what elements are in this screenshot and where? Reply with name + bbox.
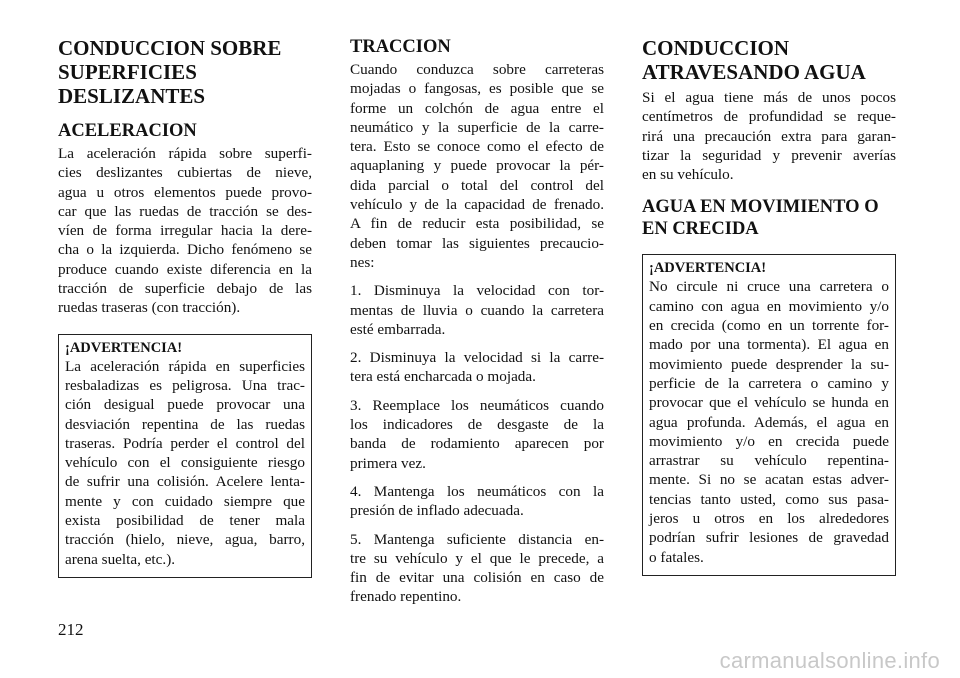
- warning-line: de sufrir una colisión. Acelere lenta-: [65, 473, 305, 491]
- text-line: rirá una precaución extra para garan-: [642, 127, 896, 145]
- text-line: Cuando conduzca sobre carreteras: [350, 61, 604, 78]
- text-line: tizar la seguridad y prevenir averías: [642, 146, 896, 164]
- warning-box-flowing-water: [642, 254, 896, 575]
- warning-box-acceleration: [58, 334, 312, 578]
- text-line: dida parcial o total del control del: [350, 176, 604, 194]
- text-line: 3. Reemplace los neumáticos cuando: [350, 396, 604, 414]
- subheading-line: AGUA EN MOVIMIENTO O: [642, 197, 879, 218]
- warning-line: desviación repentina de las ruedas: [65, 415, 305, 433]
- warning-line: resbaladizas es peligrosa. Una trac-: [65, 376, 305, 394]
- text-line: produce cuando existe diferencia en la: [58, 260, 312, 278]
- list-item: [350, 348, 604, 387]
- text-line: neumático y la superficie de la carre-: [350, 118, 604, 136]
- warning-line: tracción (hielo, nieve, agua, barro,: [65, 531, 305, 549]
- warning-line: mente y con cuidado siempre que: [65, 492, 305, 510]
- text-line: tracción de superficie debajo de las: [58, 280, 312, 298]
- text-line: cies deslizantes cubiertas de nieve,: [58, 164, 312, 182]
- title-line: ATRAVESANDO AGUA: [642, 60, 866, 84]
- warning-line: exista posibilidad de tener mala: [65, 512, 305, 530]
- warning-title: ¡ADVERTENCIA!: [649, 260, 767, 277]
- text-line: esté embarrada.: [350, 320, 446, 338]
- warning-line: ción desigual puede provocar una: [65, 396, 305, 414]
- warning-line: mente. Si no se acatan estas adver-: [649, 471, 889, 489]
- text-line: tera. Esto se conoce como el efecto de: [350, 138, 604, 156]
- text-line: 2. Disminuya la velocidad si la carre-: [350, 349, 604, 367]
- warning-line: o fatales.: [649, 548, 704, 566]
- text-line: aquaplaning y puede provocar la pér-: [350, 157, 604, 175]
- text-line: forme un colchón de agua entre el: [350, 99, 604, 117]
- warning-line: agua profunda. Además, el agua en: [649, 413, 889, 431]
- text-line: banda de rodamiento aparecen por: [350, 435, 604, 453]
- warning-line: tencias tanto usted, como sus pasa-: [649, 490, 889, 508]
- text-line: deben tomar las siguientes precaucio-: [350, 234, 604, 252]
- list-item: [350, 396, 604, 473]
- title-line: SUPERFICIES: [58, 60, 197, 84]
- text-line: agua u otros elementos puede provo-: [58, 183, 312, 201]
- text-line: en su vehículo.: [642, 166, 734, 184]
- warning-line: en crecida (como en un torrente for-: [649, 317, 889, 335]
- warning-line: traseras. Podría perder el control del: [65, 434, 305, 452]
- warning-title: ¡ADVERTENCIA!: [65, 339, 183, 356]
- traction-paragraph: [350, 60, 604, 272]
- text-line: cha o la izquierda. Dicho fenómeno se: [58, 241, 312, 259]
- title-line: DESLIZANTES: [58, 84, 206, 108]
- warning-line: perficie de la carretera o camino y: [649, 374, 889, 392]
- text-line: ruedas traseras (con tracción).: [58, 299, 241, 317]
- warning-line: mado por una tormenta). El agua en: [649, 336, 889, 354]
- text-line: 5. Mantenga suficiente distancia en-: [350, 530, 604, 548]
- warning-line: La aceleración rápida en superficies: [65, 357, 305, 375]
- water-intro-paragraph: [642, 88, 896, 184]
- text-line: fin de evitar una colisión en caso de: [350, 569, 604, 587]
- text-line: Si el agua tiene más de unos pocos: [642, 89, 896, 106]
- text-line: car que las ruedas de tracción se des-: [58, 202, 312, 220]
- text-line: A fin de reducir esta posibilidad, se: [350, 215, 604, 233]
- text-line: primera vez.: [350, 454, 426, 472]
- warning-line: movimiento y/o en crecida puede: [649, 432, 889, 450]
- site-watermark: carmanualsonline.info: [719, 648, 940, 673]
- title-line: CONDUCCION: [642, 36, 789, 60]
- text-line: mojadas o fangosas, es posible que se: [350, 80, 604, 98]
- acceleration-paragraph: [58, 144, 312, 318]
- subheading-line: EN CRECIDA: [642, 219, 759, 240]
- column-middle: [350, 36, 604, 607]
- warning-line: arrastrar su vehículo repentina-: [649, 452, 889, 470]
- heading-acceleration: ACELERACION: [58, 121, 197, 141]
- warning-line: provocar que el vehículo se hunda en: [649, 394, 889, 412]
- text-line: víen de forma irregular hacia la dere-: [58, 222, 312, 240]
- heading-flowing-water: [642, 196, 896, 240]
- text-line: La aceleración rápida sobre superfi-: [58, 145, 312, 162]
- list-item: [350, 482, 604, 521]
- text-line: centímetros de profundidad se reque-: [642, 108, 896, 126]
- text-line: 1. Disminuya la velocidad con tor-: [350, 282, 604, 300]
- text-line: tre su vehículo y el que le precede, a: [350, 549, 604, 567]
- warning-line: jeros u otros en los alrededores: [649, 510, 889, 528]
- list-item: [350, 281, 604, 339]
- column-left: [58, 36, 312, 578]
- warning-line: camino con agua en movimiento y/o: [649, 297, 889, 315]
- warning-line: vehículo con el consiguiente riesgo: [65, 454, 305, 472]
- page-number: 212: [58, 620, 84, 639]
- text-line: presión de inflado adecuada.: [350, 502, 524, 520]
- column-right: [642, 36, 896, 576]
- text-line: los indicadores de desgaste de la: [350, 416, 604, 434]
- section-title-slippery-surfaces: [58, 36, 312, 108]
- section-title-driving-through-water: [642, 36, 896, 84]
- text-line: vehículo y de la capacidad de frenado.: [350, 196, 604, 214]
- text-line: tera está encharcada o mojada.: [350, 368, 536, 386]
- warning-line: arena suelta, etc.).: [65, 550, 176, 568]
- text-line: mentas de lluvia o cuando la carretera: [350, 301, 604, 319]
- warning-line: No circule ni cruce una carretera o: [649, 278, 889, 296]
- warning-line: movimiento puede desprender la su-: [649, 355, 889, 373]
- list-item: [350, 530, 604, 607]
- heading-traction: TRACCION: [350, 37, 451, 57]
- warning-line: podrían sufrir lesiones de gravedad: [649, 529, 889, 547]
- text-line: 4. Mantenga los neumáticos con la: [350, 482, 604, 500]
- text-line: nes:: [350, 253, 375, 271]
- text-line: frenado repentino.: [350, 588, 462, 606]
- title-line: CONDUCCION SOBRE: [58, 36, 282, 60]
